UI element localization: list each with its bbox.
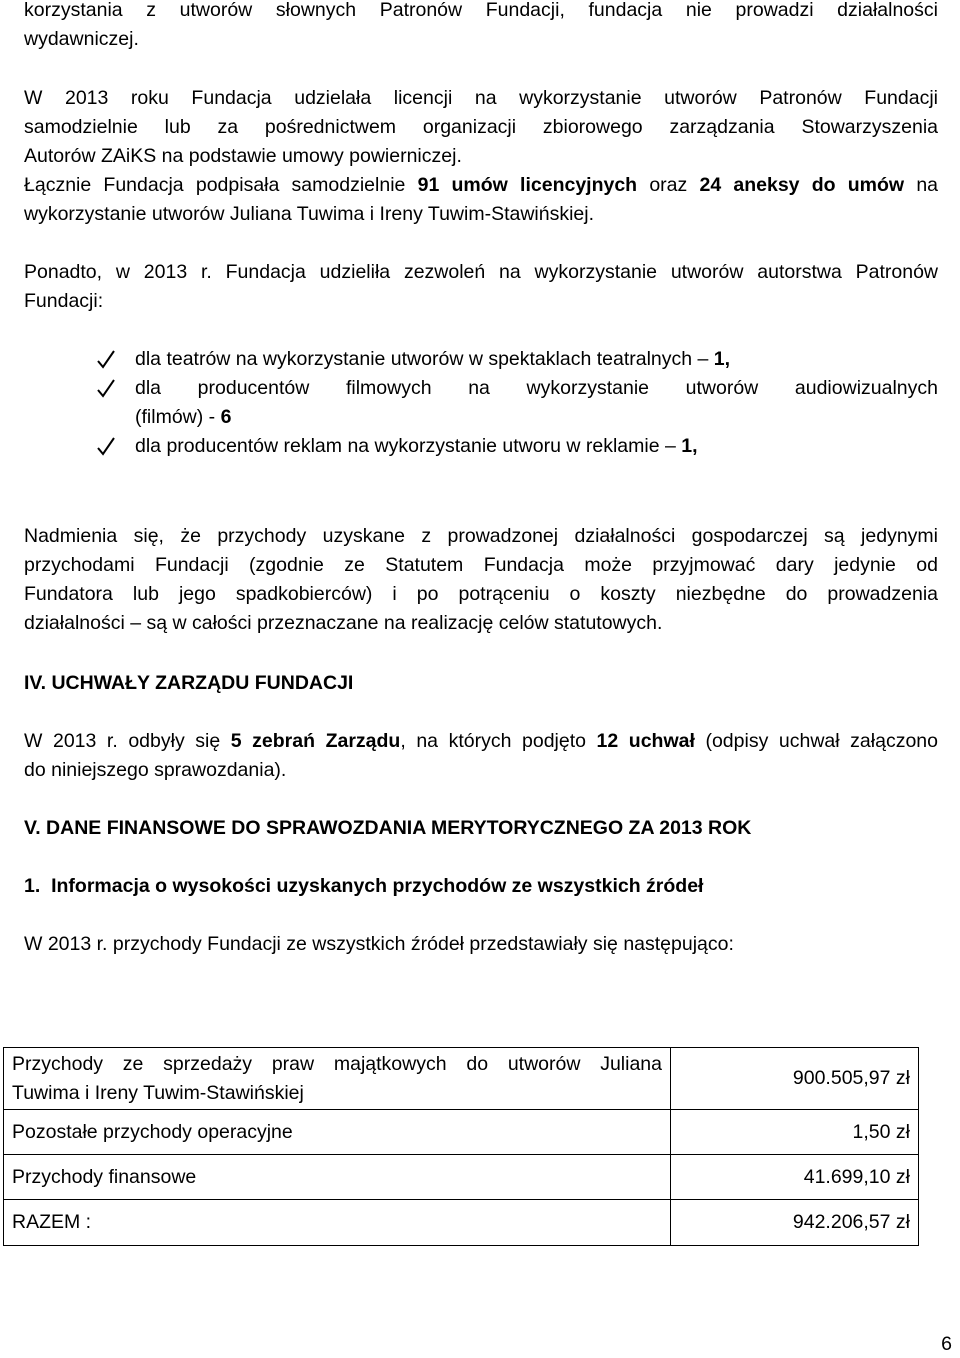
paragraph-agreements bbox=[24, 171, 938, 229]
table-cell-label bbox=[4, 1048, 671, 1110]
table-cell-label: Przychody finansowe bbox=[4, 1155, 671, 1200]
text-line: Fundacji: bbox=[24, 290, 104, 312]
text-line: działalności – są w całości przeznaczane na realizację celów statutowych. bbox=[24, 612, 663, 634]
list-item-text: dla producentów reklam na wykorzystanie utworu w reklamie – bbox=[135, 435, 682, 457]
text-line bbox=[24, 727, 938, 756]
text-run: (odpisy uchwał załączono bbox=[694, 730, 938, 752]
text-line: wykorzystanie utworów Juliana Tuwima i Ireny Tuwim-Stawińskiej. bbox=[24, 203, 595, 225]
bold-count: 91 umów licencyjnych bbox=[417, 174, 638, 196]
text-line: Tuwima i Ireny Tuwim-Stawińskiej bbox=[12, 1081, 304, 1104]
text-run: , na których podjęto bbox=[400, 730, 597, 752]
text-run: oraz bbox=[637, 174, 700, 196]
table-cell-value: 1,50 zł bbox=[671, 1110, 919, 1155]
permissions-list bbox=[95, 345, 938, 461]
text-line bbox=[24, 171, 938, 200]
page-number: 6 bbox=[941, 1333, 952, 1355]
revenue-table bbox=[3, 1047, 919, 1246]
text-line: Fundatora lub jego spadkobierców) i po potrąceniu o koszty niezbędne do prowadzenia bbox=[24, 583, 938, 605]
table-row bbox=[4, 1155, 919, 1200]
text-line: przychodami Fundacji (zgodnie ze Statutem Fundacja może przyjmować dary jedynie od bbox=[24, 554, 938, 576]
table-cell-value: 41.699,10 zł bbox=[671, 1155, 919, 1200]
paragraph-intro bbox=[24, 0, 938, 54]
text-line: W 2013 roku Fundacja udzielała licencji na wykorzystanie utworów Patronów Fundacji bbox=[24, 87, 938, 109]
checkmark-icon bbox=[95, 432, 117, 461]
text-line: Autorów ZAiKS na podstawie umowy powierniczej. bbox=[24, 145, 462, 167]
section-heading-v: V. DANE FINANSOWE DO SPRAWOZDANIA MERYTORYCZNEGO ZA 2013 ROK bbox=[24, 817, 752, 839]
text-line: Przychody ze sprzedaży praw majątkowych do utworów Juliana bbox=[12, 1052, 662, 1075]
checkmark-icon bbox=[95, 374, 117, 403]
text-run: na bbox=[904, 174, 939, 196]
checkmark-icon bbox=[95, 345, 117, 374]
table-row bbox=[4, 1200, 919, 1246]
paragraph-licences bbox=[24, 84, 938, 171]
text-line: Ponadto, w 2013 r. Fundacja udzieliła zezwoleń na wykorzystanie utworów autorstwa Patronów bbox=[24, 261, 938, 283]
list-item-count: 6 bbox=[220, 406, 232, 428]
bold-count: 24 aneksy do umów bbox=[699, 174, 905, 196]
list-item bbox=[95, 345, 938, 374]
list-item bbox=[95, 432, 938, 461]
table-cell-label: RAZEM : bbox=[4, 1200, 671, 1246]
section-heading-iv: IV. UCHWAŁY ZARZĄDU FUNDACJI bbox=[24, 672, 354, 694]
text-line: wydawniczej. bbox=[24, 28, 139, 50]
table-cell-value: 942.206,57 zł bbox=[671, 1200, 919, 1246]
paragraph-revenue-note bbox=[24, 522, 938, 638]
bold-count: 5 zebrań Zarządu bbox=[230, 730, 401, 752]
table-row bbox=[4, 1110, 919, 1155]
table-row bbox=[4, 1048, 919, 1110]
list-item bbox=[95, 374, 938, 432]
subsection-heading-1: 1. Informacja o wysokości uzyskanych przychodów ze wszystkich źródeł bbox=[24, 875, 704, 897]
list-item-count: 1, bbox=[681, 435, 698, 457]
text-line: Nadmienia się, że przychody uzyskane z prowadzonej działalności gospodarczej są jedynymi bbox=[24, 525, 938, 547]
paragraph-board-meetings bbox=[24, 727, 938, 785]
paragraph-permissions bbox=[24, 258, 938, 316]
bold-count: 12 uchwał bbox=[596, 730, 695, 752]
text-line: korzystania z utworów słownych Patronów Fundacji, fundacja nie prowadzi działalności bbox=[24, 0, 938, 21]
list-item-text: dla producentów filmowych na wykorzystanie utworów audiowizualnych bbox=[135, 377, 938, 399]
list-item-count: 1, bbox=[713, 348, 731, 370]
text-run: Łącznie Fundacja podpisała samodzielnie bbox=[24, 174, 418, 196]
list-item-text: dla teatrów na wykorzystanie utworów w spektaklach teatralnych – bbox=[135, 348, 714, 370]
table-cell-value: 900.505,97 zł bbox=[671, 1048, 919, 1110]
table-cell-label: Pozostałe przychody operacyjne bbox=[4, 1110, 671, 1155]
text-line: do niniejszego sprawozdania). bbox=[24, 759, 287, 781]
text-line: samodzielnie lub za pośrednictwem organizacji zbiorowego zarządzania Stowarzyszenia bbox=[24, 116, 938, 138]
paragraph-table-intro: W 2013 r. przychody Fundacji ze wszystkich źródeł przedstawiały się następująco: bbox=[24, 933, 734, 955]
text-run: W 2013 r. odbyły się bbox=[24, 730, 231, 752]
list-item-text: (filmów) - bbox=[135, 406, 221, 428]
